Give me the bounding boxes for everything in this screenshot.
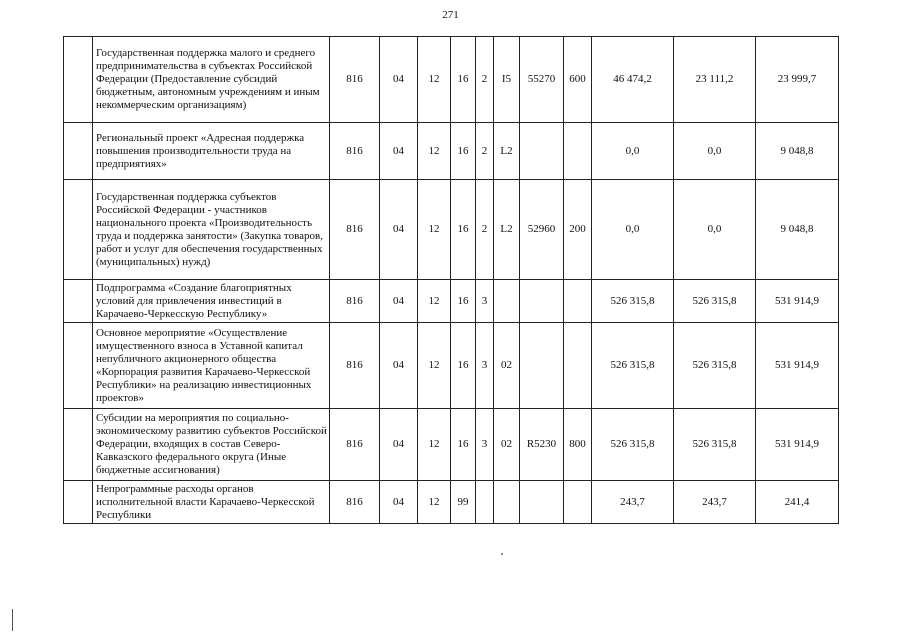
program-code: 99 bbox=[451, 481, 476, 524]
amount-year-3: 9 048,8 bbox=[756, 123, 839, 180]
row-margin-cell bbox=[64, 123, 93, 180]
section-code: 04 bbox=[380, 409, 418, 481]
ministry-code: 816 bbox=[330, 123, 380, 180]
amount-year-3: 531 914,9 bbox=[756, 409, 839, 481]
subprogram-code bbox=[476, 481, 494, 524]
amount-year-1: 526 315,8 bbox=[592, 280, 674, 323]
ministry-code: 816 bbox=[330, 180, 380, 280]
amount-year-3: 241,4 bbox=[756, 481, 839, 524]
ministry-code: 816 bbox=[330, 409, 380, 481]
subsection-code: 12 bbox=[418, 409, 451, 481]
project-code: I5 bbox=[494, 37, 520, 123]
project-code: L2 bbox=[494, 123, 520, 180]
program-code: 16 bbox=[451, 323, 476, 409]
subsection-code: 12 bbox=[418, 280, 451, 323]
table-row bbox=[64, 180, 839, 280]
expense-name: Региональный проект «Адресная поддержка повышения производительности труда на предприятиях» bbox=[93, 123, 330, 180]
expense-name: Государственная поддержка малого и среднего предпринимательства в субъектах Российской Федерации (Предоставление субсидий бюджетным, автономным учреждениям и иным некоммерческим организациям) bbox=[93, 37, 330, 123]
amount-year-2: 526 315,8 bbox=[674, 323, 756, 409]
row-margin-cell bbox=[64, 280, 93, 323]
program-code: 16 bbox=[451, 37, 476, 123]
program-code: 16 bbox=[451, 280, 476, 323]
amount-year-1: 243,7 bbox=[592, 481, 674, 524]
subprogram-code: 3 bbox=[476, 280, 494, 323]
table-row bbox=[64, 37, 839, 123]
expense-name: Субсидии на мероприятия по социально-экономическому развитию субъектов Российской Федерации, входящих в состав Северо-Кавказского федерального округа (Иные бюджетные ассигнования) bbox=[93, 409, 330, 481]
project-code bbox=[494, 280, 520, 323]
expense-type-code: 800 bbox=[564, 409, 592, 481]
table-row bbox=[64, 323, 839, 409]
table-row bbox=[64, 409, 839, 481]
amount-year-1: 526 315,8 bbox=[592, 323, 674, 409]
table-row bbox=[64, 123, 839, 180]
section-code: 04 bbox=[380, 37, 418, 123]
ministry-code: 816 bbox=[330, 280, 380, 323]
expense-type-code bbox=[564, 481, 592, 524]
expense-name: Подпрограмма «Создание благоприятных условий для привлечения инвестиций в Карачаево-Черкесскую Республику» bbox=[93, 280, 330, 323]
expense-type-code bbox=[564, 280, 592, 323]
section-code: 04 bbox=[380, 280, 418, 323]
budget-table bbox=[63, 36, 839, 524]
amount-year-3: 9 048,8 bbox=[756, 180, 839, 280]
direction-code bbox=[520, 323, 564, 409]
amount-year-1: 46 474,2 bbox=[592, 37, 674, 123]
direction-code: 52960 bbox=[520, 180, 564, 280]
table-row bbox=[64, 481, 839, 524]
row-margin-cell bbox=[64, 481, 93, 524]
amount-year-2: 0,0 bbox=[674, 123, 756, 180]
program-code: 16 bbox=[451, 180, 476, 280]
amount-year-3: 531 914,9 bbox=[756, 323, 839, 409]
direction-code bbox=[520, 280, 564, 323]
section-code: 04 bbox=[380, 123, 418, 180]
row-margin-cell bbox=[64, 323, 93, 409]
subprogram-code: 2 bbox=[476, 180, 494, 280]
ministry-code: 816 bbox=[330, 481, 380, 524]
subprogram-code: 2 bbox=[476, 37, 494, 123]
section-code: 04 bbox=[380, 481, 418, 524]
amount-year-3: 531 914,9 bbox=[756, 280, 839, 323]
project-code bbox=[494, 481, 520, 524]
amount-year-2: 23 111,2 bbox=[674, 37, 756, 123]
program-code: 16 bbox=[451, 409, 476, 481]
expense-name: Непрограммные расходы органов исполнительной власти Карачаево-Черкесской Республики bbox=[93, 481, 330, 524]
expense-type-code bbox=[564, 123, 592, 180]
program-code: 16 bbox=[451, 123, 476, 180]
subprogram-code: 3 bbox=[476, 409, 494, 481]
subsection-code: 12 bbox=[418, 323, 451, 409]
expense-type-code: 600 bbox=[564, 37, 592, 123]
row-margin-cell bbox=[64, 37, 93, 123]
direction-code: 55270 bbox=[520, 37, 564, 123]
amount-year-1: 0,0 bbox=[592, 180, 674, 280]
expense-name: Основное мероприятие «Осуществление имущественного взноса в Уставной капитал непубличного акционерного общества «Корпорация развития Карачаево-Черкесской Республики» на реализацию инвестиционных проектов» bbox=[93, 323, 330, 409]
expense-type-code bbox=[564, 323, 592, 409]
amount-year-2: 243,7 bbox=[674, 481, 756, 524]
row-margin-cell bbox=[64, 409, 93, 481]
expense-type-code: 200 bbox=[564, 180, 592, 280]
scan-speck bbox=[501, 553, 503, 555]
section-code: 04 bbox=[380, 180, 418, 280]
amount-year-2: 0,0 bbox=[674, 180, 756, 280]
subsection-code: 12 bbox=[418, 180, 451, 280]
subsection-code: 12 bbox=[418, 37, 451, 123]
section-code: 04 bbox=[380, 323, 418, 409]
project-code: 02 bbox=[494, 409, 520, 481]
expense-name: Государственная поддержка субъектов Российской Федерации - участников национального проекта «Производительность труда и поддержка занятости» (Закупка товаров, работ и услуг для обеспечения государственных (муниципальных) нужд) bbox=[93, 180, 330, 280]
page-number: 271 bbox=[442, 9, 459, 21]
project-code: L2 bbox=[494, 180, 520, 280]
amount-year-1: 0,0 bbox=[592, 123, 674, 180]
amount-year-1: 526 315,8 bbox=[592, 409, 674, 481]
direction-code bbox=[520, 123, 564, 180]
subprogram-code: 3 bbox=[476, 323, 494, 409]
ministry-code: 816 bbox=[330, 37, 380, 123]
direction-code: R5230 bbox=[520, 409, 564, 481]
project-code: 02 bbox=[494, 323, 520, 409]
subsection-code: 12 bbox=[418, 481, 451, 524]
subprogram-code: 2 bbox=[476, 123, 494, 180]
direction-code bbox=[520, 481, 564, 524]
table-row bbox=[64, 280, 839, 323]
ministry-code: 816 bbox=[330, 323, 380, 409]
scan-edge-mark bbox=[12, 609, 13, 631]
amount-year-2: 526 315,8 bbox=[674, 280, 756, 323]
row-margin-cell bbox=[64, 180, 93, 280]
amount-year-3: 23 999,7 bbox=[756, 37, 839, 123]
subsection-code: 12 bbox=[418, 123, 451, 180]
amount-year-2: 526 315,8 bbox=[674, 409, 756, 481]
